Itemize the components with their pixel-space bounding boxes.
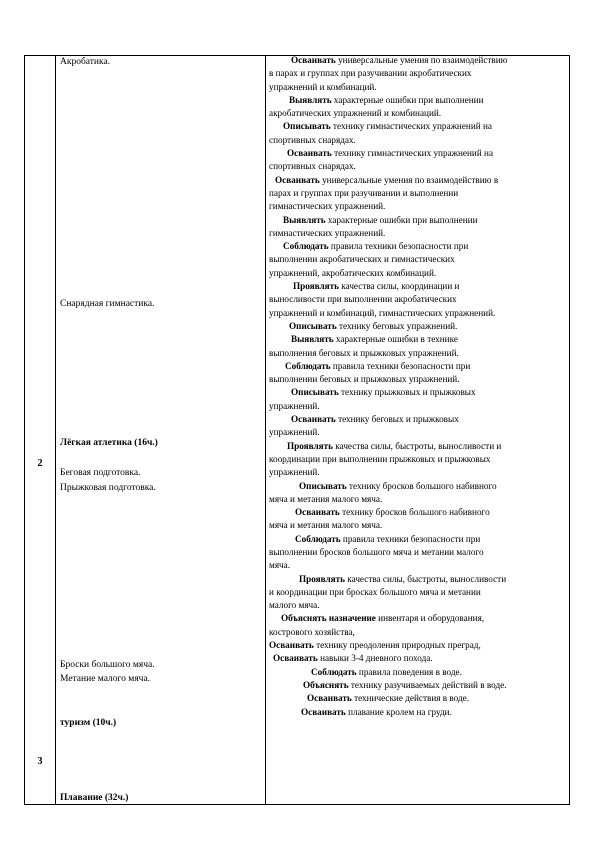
topic-swimming: Плавание (32ч.) <box>60 793 129 803</box>
activity-text: упражнений. <box>269 427 320 438</box>
activity-text: характерные ошибки в технике <box>335 334 458 345</box>
activity-verb: Соблюдать <box>295 533 341 544</box>
activity-verb: Выявлять <box>283 214 326 225</box>
activity-line <box>269 373 567 386</box>
activity-text: парах и группах при разучивании и выполнении <box>269 187 459 198</box>
activity-text: технику преодоления природных преград, <box>316 640 481 651</box>
activity-text: навыки 3-4 дневного похода. <box>320 653 433 664</box>
activity-line <box>269 493 567 506</box>
activity-verb: Соблюдать <box>285 360 331 371</box>
activity-verb: Описывать <box>299 480 347 491</box>
activity-line <box>269 599 567 612</box>
activity-verb: Осваивать <box>275 174 320 185</box>
activity-line <box>269 214 567 227</box>
activity-text: универсальные умения по взаимодействию в <box>322 174 499 185</box>
activity-text: плавание кролем на груди. <box>348 706 452 717</box>
column-divider <box>55 56 56 804</box>
activity-line <box>269 67 567 80</box>
topic-jumping: Прыжковая подготовка. <box>60 483 156 493</box>
activity-line <box>269 626 567 639</box>
activity-text: упражнений и комбинаций, гимнастических упражнений. <box>269 307 496 318</box>
activity-line <box>269 267 567 280</box>
activity-line <box>269 307 567 320</box>
activity-text: характерные ошибки при выполнении <box>333 94 484 105</box>
activity-text: характерные ошибки при выполнении <box>327 214 478 225</box>
activity-line <box>269 426 567 439</box>
activity-text: гимнастических упражнений. <box>269 227 386 238</box>
activity-line <box>269 706 567 719</box>
activity-line <box>269 174 567 187</box>
activity-text: мяча. <box>269 560 291 571</box>
activity-list <box>269 54 567 719</box>
activity-line <box>269 440 567 453</box>
activity-verb: Осваивать <box>287 148 332 159</box>
activity-line <box>269 253 567 266</box>
activity-text: инвентаря и оборудования, <box>378 613 485 624</box>
activity-line <box>269 147 567 160</box>
activity-line <box>269 134 567 147</box>
activity-line <box>269 639 567 652</box>
activity-line <box>269 347 567 360</box>
activity-text: спортивных снарядах. <box>269 161 356 172</box>
activity-line <box>269 200 567 213</box>
topic-small-ball: Метание малого мяча. <box>60 674 151 684</box>
activity-text: выносливости при выполнении акробатических <box>269 294 457 305</box>
activity-text: технику прыжковых и прыжковых <box>340 387 476 398</box>
activity-verb: Выявлять <box>291 334 334 345</box>
activity-text: правила поведения в воде. <box>358 666 462 677</box>
activity-text: координации при выполнении прыжковых и прыжковых <box>269 453 491 464</box>
activity-line <box>269 533 567 546</box>
activity-verb: Проявлять <box>287 440 333 451</box>
activity-line <box>269 94 567 107</box>
activity-text: технику беговых упражнений. <box>338 320 458 331</box>
activity-text: качества силы, быстроты, выносливости и <box>335 440 502 451</box>
activity-verb: Проявлять <box>293 281 339 292</box>
activity-text: выполнении акробатических и гимнастических <box>269 254 455 265</box>
activity-verb: Соблюдать <box>283 241 329 252</box>
topic-tourism: туризм (10ч.) <box>60 718 117 728</box>
activity-text: акробатических упражнений и комбинаций. <box>269 108 442 119</box>
activity-text: упражнений, акробатических комбинаций. <box>269 267 437 278</box>
activity-text: технические действия в воде. <box>354 693 470 704</box>
activity-line <box>269 107 567 120</box>
activity-verb: Объяснять назначение <box>281 613 376 624</box>
activity-verb: Описывать <box>289 320 337 331</box>
activity-line <box>269 400 567 413</box>
activity-line <box>269 293 567 306</box>
activity-verb: Осваивать <box>273 653 318 664</box>
activity-text: технику бросков большого набивного <box>348 480 497 491</box>
topic-apparatus-gymnastics: Снарядная гимнастика. <box>60 299 155 309</box>
activity-text: выполнения беговых и прыжковых упражнений. <box>269 347 459 358</box>
activity-text: упражнений и комбинаций. <box>269 81 377 92</box>
activity-line <box>269 692 567 705</box>
activity-line <box>269 320 567 333</box>
activity-line <box>269 187 567 200</box>
topic-athletics: Лёгкая атлетика (16ч.) <box>60 438 158 448</box>
activity-line <box>269 240 567 253</box>
activity-line <box>269 120 567 133</box>
activity-verb: Описывать <box>283 121 331 132</box>
activity-verb: Осваивать <box>269 640 314 651</box>
activity-text: универсальные умения по взаимодействию <box>338 55 508 65</box>
activity-verb: Осваивать <box>291 414 336 425</box>
activity-verb: Выявлять <box>289 94 332 105</box>
activity-text: и координации при бросках большого мяча и метании <box>269 586 481 597</box>
activity-text: мяча и метания малого мяча. <box>269 520 383 531</box>
activity-line <box>269 333 567 346</box>
activity-verb: Соблюдать <box>311 666 357 677</box>
topic-acrobatics: Акробатика. <box>60 57 111 67</box>
activity-line <box>269 360 567 373</box>
activity-verb: Проявлять <box>299 573 345 584</box>
activity-text: качества силы, координации и <box>341 281 460 292</box>
activity-line <box>269 453 567 466</box>
activity-verb: Осваивать <box>295 507 340 518</box>
activity-verb: Описывать <box>291 387 339 398</box>
activity-text: упражнений. <box>269 400 320 411</box>
topic-ball-throw: Броски большого мяча. <box>60 660 155 670</box>
activity-line <box>269 506 567 519</box>
activity-line <box>269 227 567 240</box>
activity-text: технику бросков большого набивного <box>342 507 490 518</box>
activity-line <box>269 612 567 625</box>
activity-line <box>269 586 567 599</box>
activity-line <box>269 559 567 572</box>
column-divider <box>265 56 266 804</box>
activity-text: выполнении бросков большого мяча и метании малого <box>269 546 484 557</box>
activity-text: выполнении беговых и прыжковых упражнений. <box>269 374 460 385</box>
activity-line <box>269 160 567 173</box>
activity-text: правила техники безопасности при <box>342 533 481 544</box>
row-number: 2 <box>37 458 43 469</box>
activity-line <box>269 666 567 679</box>
activity-text: технику гимнастических упражнений на <box>334 148 494 159</box>
row-number: 3 <box>37 756 43 767</box>
activity-line <box>269 546 567 559</box>
activity-text: спортивных снарядах. <box>269 134 356 145</box>
activity-line <box>269 466 567 479</box>
activity-text: технику беговых и прыжковых <box>338 414 459 425</box>
activity-line <box>269 280 567 293</box>
activity-text: упражнений. <box>269 467 320 478</box>
activity-line <box>269 54 567 67</box>
activity-line <box>269 81 567 94</box>
activity-text: малого мяча. <box>269 600 320 611</box>
activity-text: правила техники безопасности при <box>332 360 471 371</box>
activity-verb: Осваивать <box>301 706 346 717</box>
activity-text: гимнастических упражнений. <box>269 201 386 212</box>
activity-text: мяча и метания малого мяча. <box>269 493 383 504</box>
activity-text: качества силы, быстроты, выносливости <box>347 573 507 584</box>
activity-line <box>269 652 567 665</box>
activity-line <box>269 679 567 692</box>
activity-text: правила техники безопасности при <box>330 241 469 252</box>
activity-verb: Объяснять <box>303 679 349 690</box>
activity-line <box>269 480 567 493</box>
activity-text: кострового хозяйства, <box>269 626 355 637</box>
activity-line <box>269 519 567 532</box>
activity-text: в парах и группах при разучивании акробатических <box>269 68 472 79</box>
activity-line <box>269 386 567 399</box>
activity-line <box>269 573 567 586</box>
topic-running: Беговая подготовка. <box>60 468 141 478</box>
activity-verb: Осваивать <box>307 693 352 704</box>
curriculum-table <box>24 55 570 805</box>
activity-text: технику гимнастических упражнений на <box>332 121 492 132</box>
activity-text: технику разучиваемых действий в воде. <box>350 679 507 690</box>
activity-verb: Осваивать <box>291 55 336 65</box>
activity-line <box>269 413 567 426</box>
